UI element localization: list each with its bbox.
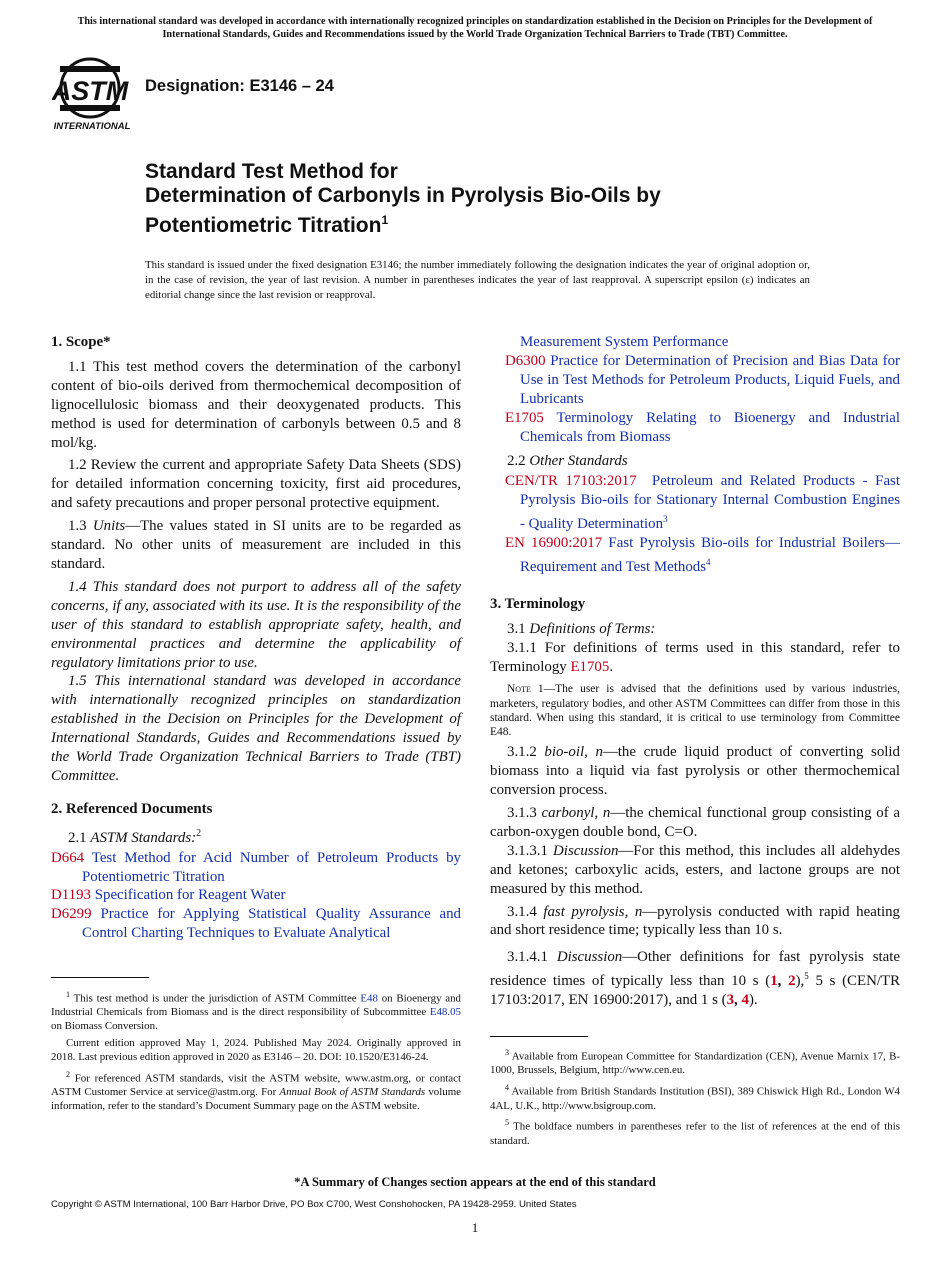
astm-logo [52, 56, 136, 134]
paragraph-3-1-1: 3.1.1 For definitions of terms used in this standard, refer to Terminology E1705. [490, 639, 900, 675]
copyright: Copyright © ASTM International, 100 Barr Harbor Drive, PO Box C700, West Conshohocken, PA 19428-2959. United States [51, 1199, 577, 1210]
designation: Designation: E3146 – 24 [145, 77, 334, 95]
paragraph-1-1: 1.1 This test method covers the determination of the carbonyl content of bio-oils derived from thermochemical decomposition of lignocellulosic biomass and their deoxygenated products. This method is used for determination of carbonyls between 0.5 and 8 mol/kg. [51, 358, 461, 451]
right-column [490, 333, 900, 1014]
footnote-edition: Current edition approved May 1, 2024. Published May 2024. Originally approved in 2018. Last previous edition approved in 2020 as E3146 – 20. DOI: 10.1520/E3146-24. [51, 1037, 461, 1063]
ref-d6299[interactable]: D6299 Practice for Applying Statistical Quality Assurance and Control Charting Techniques to Evaluate Analytical [51, 906, 461, 942]
title-line-1: Standard Test Method for [145, 160, 398, 183]
paragraph-3-1-4: 3.1.4 fast pyrolysis, n—pyrolysis conducted with rapid heating and short residence time; typically less than 10 s. [490, 903, 900, 939]
logo-text: ASTM [52, 76, 129, 106]
astm-logo-icon [52, 56, 136, 134]
footnote-rule-right [490, 1036, 588, 1037]
link-e1705[interactable]: E1705 [570, 658, 610, 675]
paragraph-3-1-3-1: 3.1.3.1 Discussion—For this method, this includes all aldehydes and ketones; carboxylic acids, esters, and lactone groups are not measured by this method. [490, 842, 900, 897]
subsection-astm-standards: 2.1 ASTM Standards:$^2$ [68, 827, 202, 846]
ref-link-4[interactable]: 4 [741, 992, 749, 1009]
top-notice: This international standard was developed in accordance with internationally recognized principles on standardization established in the Decision on Principles for the Development of International Standards, Guides and Recommendations issued by the World Trade Organization Technical Barriers to Trade (TBT) Committee. [77, 16, 873, 40]
left-column [51, 333, 461, 943]
paragraph-3-1-3: 3.1.3 carbonyl, n—the chemical functional group consisting of a carbon-oxygen double bond, C=O. [490, 804, 901, 840]
paragraph-1-2: 1.2 Review the current and appropriate Safety Data Sheets (SDS) for detailed information concerning toxicity, first aid procedures, and safety precautions and proper personal protective equipment. [51, 457, 461, 512]
title-line-2: Determination of Carbonyls in Pyrolysis Bio-Oils by [145, 184, 661, 207]
ref-en-16900[interactable]: EN 16900:2017 Fast Pyrolysis Bio-oils for Industrial Boilers—Requirement and Test Methods$^4$ [505, 535, 900, 575]
document-title [145, 160, 825, 238]
footnote-2: $^2$ For referenced ASTM standards, visit the ASTM website, www.astm.org, or contact ASTM Customer Service at service@astm.org. For Annual Book of ASTM Standards volume information, refer to the standard’s Document Summary page on the ASTM website. [51, 1069, 461, 1112]
paragraph-3-1-4-1: 3.1.4.1 Discussion—Other definitions for fast pyrolysis state residence times of typically less than 10 s (1, 2),$^5$ 5 s (CEN/TR 17103:2017, EN 16900:2017), and 1 s (3, 4). [490, 949, 900, 1009]
footnote-4: $^4$ Available from British Standards Institution (BSI), 389 Chiswick High Rd., London W4 4AL, U.K., http://www.bsigroup.com. [490, 1083, 900, 1112]
paragraph-3-1: 3.1 Definitions of Terms: [507, 620, 656, 637]
note-1: Note 1—The user is advised that the definitions used by various industries, marketers, regulatory bodies, and other ASTM Committees can differ from those in this standard. When using this standard, it is critical to use terminology from Committee E48. [490, 683, 900, 739]
section-scope-heading: 1. Scope* [51, 334, 111, 350]
ref-d6299-continued[interactable]: Measurement System Performance [520, 334, 729, 350]
ref-link-3[interactable]: 3 [726, 992, 735, 1009]
footnotes-right [490, 1046, 900, 1152]
ref-e1705[interactable]: E1705 Terminology Relating to Bioenergy and Industrial Chemicals from Biomass [505, 409, 900, 445]
ref-link-2[interactable]: 2 [788, 973, 796, 990]
issue-note: This standard is issued under the fixed designation E3146; the number immediately following the designation indicates the year of original adoption or, in the case of revision, the year of last revision. A number in parentheses indicates the year of last reapproval. A superscript epsilon (ε) indicates an editorial change since the last revision or reapproval. [145, 259, 810, 302]
subsection-other-standards: 2.2 Other Standards [507, 453, 628, 470]
logo-subtext: INTERNATIONAL [53, 121, 131, 132]
footnote-5: $^5$ The boldface numbers in parentheses refer to the list of references at the end of this standard. [490, 1118, 900, 1147]
title-footnote-mark: 1 [381, 213, 389, 227]
paragraph-3-1-2: 3.1.2 bio-oil, n—the crude liquid product of converting solid biomass into a liquid via fast pyrolysis or other thermochemical conversion process. [490, 744, 900, 799]
link-e48-05[interactable]: E48.05 [429, 1006, 461, 1019]
ref-link-1[interactable]: 1 [770, 973, 778, 990]
paragraph-1-3: 1.3 Units—The values stated in SI units are to be regarded as standard. No other units of measurement are included in this standard. [51, 518, 461, 572]
section-terminology-heading: 3. Terminology [490, 595, 586, 612]
ref-d1193[interactable]: D1193 Specification for Reagent Water [51, 887, 286, 904]
paragraph-1-4: 1.4 This standard does not purport to address all of the safety concerns, if any, associated with its use. It is the responsibility of the user of this standard to establish appropriate safety, health, and environmental practices and determine the applicability of regulatory limitations prior to use. [51, 578, 461, 671]
section-refdocs-heading: 2. Referenced Documents [51, 800, 213, 817]
page-number: 1 [471, 1220, 479, 1235]
ref-d6300[interactable]: D6300 Practice for Determination of Precision and Bias Data for Use in Test Methods for Petroleum Products, Liquid Fuels, and Lubricants [505, 352, 900, 407]
ref-cen-tr-17103[interactable]: CEN/TR 17103:2017 Petroleum and Related Products - Fast Pyrolysis Bio-oils for Stationary Internal Combustion Engines - Quality Determination$^3$ [505, 473, 900, 533]
footnote-rule-left [51, 977, 149, 978]
footnote-3: $^3$ Available from European Committee for Standardization (CEN), Avenue Marnix 17, B-1000, Brussels, Belgium, http://www.cen.eu. [490, 1048, 901, 1077]
link-e48[interactable]: E48 [360, 992, 378, 1005]
paragraph-1-5: 1.5 This international standard was developed in accordance with internationally recognized principles on standardization established in the Decision on Principles for the Development of International Standards, Guides and Recommendations issued by the World Trade Organization Technical Barriers to Trade (TBT) Committee. [51, 673, 461, 784]
footnote-1: $^1$ This test method is under the jurisdiction of ASTM Committee E48 on Bioenergy and Industrial Chemicals from Biomass and is the direct responsibility of Subcommittee E48.05 on Biomass Conversion. [51, 990, 461, 1033]
ref-d664[interactable]: D664 Test Method for Acid Number of Petroleum Products by Potentiometric Titration [51, 849, 461, 885]
summary-of-changes-note: *A Summary of Changes section appears at the end of this standard [294, 1175, 656, 1189]
title-line-3: Potentiometric Titration [145, 214, 382, 237]
footnotes-left [51, 988, 461, 1117]
